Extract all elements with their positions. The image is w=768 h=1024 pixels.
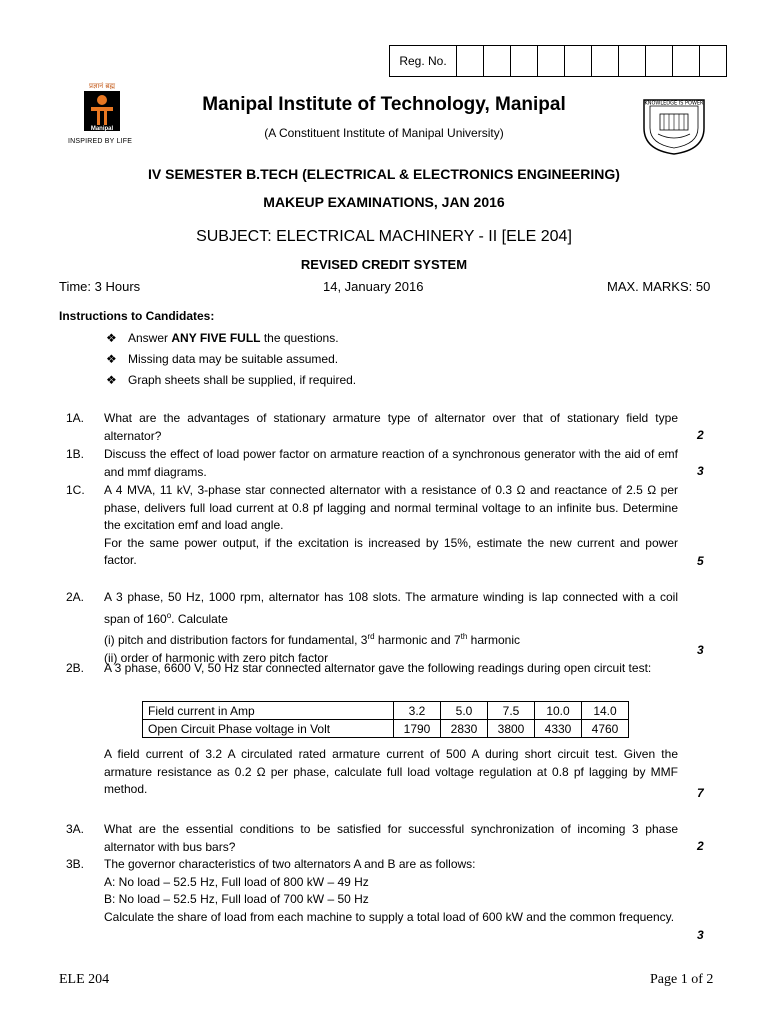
table-cell: 14.0: [582, 702, 629, 720]
open-circuit-table: [142, 701, 629, 738]
exam-time: Time: 3 Hours: [59, 279, 141, 294]
reg-no-cell: [673, 46, 700, 76]
marks: 7: [697, 786, 704, 800]
marks: 3: [697, 464, 704, 478]
question-number: 2A.: [66, 590, 85, 604]
question-2b: [66, 660, 678, 678]
reg-no-cell: [484, 46, 511, 76]
question-2a: [66, 589, 678, 667]
table-cell: 2830: [441, 720, 488, 738]
question-text: A 3 phase, 50 Hz, 1000 rpm, alternator has 108 slots. The armature winding is lap connected with a coil span of 160$^o$. Calculate: [104, 590, 678, 626]
question-text: What are the essential conditions to be satisfied for successful synchronization of incoming 3 phase alternator with bus bars?: [104, 822, 678, 854]
instruction-item: [106, 349, 356, 370]
tagline: INSPIRED BY LIFE: [68, 138, 133, 145]
seal-motto: KNOWLEDGE IS POWER: [644, 100, 704, 107]
institute-seal: [636, 92, 712, 156]
table-cell: 4330: [535, 720, 582, 738]
exam-date: 14, January 2016: [323, 279, 424, 294]
question-text: B: No load – 52.5 Hz, Full load of 700 kW – 50 Hz: [104, 892, 369, 907]
question-number: 2B.: [66, 661, 85, 675]
diamond-bullet-icon: ❖: [106, 373, 117, 387]
marks: 2: [697, 839, 704, 853]
question-text: A field current of 3.2 A circulated rated armature current of 500 A during short circuit test. Given the armature resistance as 0.2 Ω per phase, calculate full load voltage regulation at 0.8 pf lagging by MMF method.: [104, 747, 678, 797]
table-cell: 10.0: [535, 702, 582, 720]
question-text: A 4 MVA, 11 kV, 3-phase star connected alternator with a resistance of 0.3 Ω and reactance of 2.5 Ω per phase, delivers full load current at 0.8 pf lagging and normal terminal voltage to an infinite bus. Determine the excitation emf and load angle.: [104, 483, 678, 533]
credit-system: REVISED CREDIT SYSTEM: [300, 257, 468, 272]
diamond-bullet-icon: ❖: [106, 331, 117, 345]
reg-no-cell: [457, 46, 484, 76]
instructions-list: [106, 328, 356, 391]
table-cell: 4760: [582, 720, 629, 738]
exam-heading: MAKEUP EXAMINATIONS, JAN 2016: [263, 194, 505, 210]
question-text: For the same power output, if the excitation is increased by 15%, estimate the new current and power factor.: [104, 535, 678, 568]
max-marks: MAX. MARKS: 50: [607, 279, 711, 294]
marks: 3: [697, 928, 704, 942]
question-number: 3B.: [66, 857, 85, 871]
instruction-item: [106, 328, 356, 349]
institute-subtitle: (A Constituent Institute of Manipal University): [264, 126, 504, 140]
question-subpart: (i) pitch and distribution factors for fundamental, 3rd harmonic and 7th harmonic: [104, 632, 521, 648]
logo-motto: प्रज्ञानं ब्रह्म: [89, 82, 115, 90]
question-3b: [66, 856, 678, 926]
instruction-text: Graph sheets shall be supplied, if required.: [128, 373, 357, 387]
question-1a: [66, 410, 678, 445]
table-row: [143, 720, 629, 738]
institute-name: Manipal Institute of Technology, Manipal: [202, 94, 566, 115]
semester-heading: IV SEMESTER B.TECH (ELECTRICAL & ELECTRONICS ENGINEERING): [148, 166, 620, 182]
instructions-heading: Instructions to Candidates:: [59, 309, 215, 323]
question-number: 1B.: [66, 447, 85, 461]
reg-no-cell: [592, 46, 619, 76]
table-cell: 3800: [488, 720, 535, 738]
reg-no-cell: [565, 46, 592, 76]
question-subpart: (ii) order of harmonic with zero pitch factor: [104, 650, 329, 665]
footer-course-code: ELE 204: [59, 972, 110, 987]
question-number: 1C.: [66, 483, 85, 497]
question-text: Calculate the share of load from each machine to supply a total load of 600 kW and the common frequency.: [104, 909, 675, 924]
table-cell: Open Circuit Phase voltage in Volt: [143, 720, 394, 738]
question-1b: [66, 446, 678, 481]
reg-no-cell: [646, 46, 673, 76]
reg-no-cell: [538, 46, 565, 76]
page-number: Page 1 of 2: [650, 972, 714, 987]
reg-no-box: [389, 45, 727, 77]
instruction-text: Missing data may be suitable assumed.: [128, 352, 339, 366]
table-cell: 5.0: [441, 702, 488, 720]
question-text: Discuss the effect of load power factor on armature reaction of a synchronous generator with the aid of emf and mmf diagrams.: [104, 447, 678, 479]
marks: 2: [697, 428, 704, 442]
instruction-text: Answer ANY FIVE FULL the questions.: [128, 331, 339, 345]
reg-no-label: Reg. No.: [390, 46, 457, 76]
question-number: 3A.: [66, 822, 85, 836]
reg-no-cell: [619, 46, 646, 76]
question-text: The governor characteristics of two alternators A and B are as follows:: [104, 857, 476, 871]
diamond-bullet-icon: ❖: [106, 352, 117, 366]
table-cell: Field current in Amp: [143, 702, 394, 720]
marks: 3: [697, 643, 704, 657]
subject-heading: SUBJECT: ELECTRICAL MACHINERY - II [ELE 204]: [196, 228, 572, 245]
question-1c: [66, 482, 678, 570]
logo-name: Manipal: [90, 126, 114, 132]
question-number: 1A.: [66, 411, 85, 425]
marks: 5: [697, 554, 704, 568]
question-2b-continued: [66, 746, 678, 799]
question-3a: [66, 821, 678, 856]
table-row: [143, 702, 629, 720]
table-cell: 1790: [394, 720, 441, 738]
question-text: What are the advantages of stationary armature type of alternator over that of stationary field type alternator?: [104, 411, 678, 443]
reg-no-cell: [511, 46, 538, 76]
table-cell: 7.5: [488, 702, 535, 720]
instruction-item: [106, 370, 356, 391]
question-text: A 3 phase, 6600 V, 50 Hz star connected alternator gave the following readings during open circuit test:: [104, 661, 652, 675]
table-cell: 3.2: [394, 702, 441, 720]
reg-no-cell: [700, 46, 726, 76]
question-text: A: No load – 52.5 Hz, Full load of 800 kW – 49 Hz: [104, 874, 369, 889]
